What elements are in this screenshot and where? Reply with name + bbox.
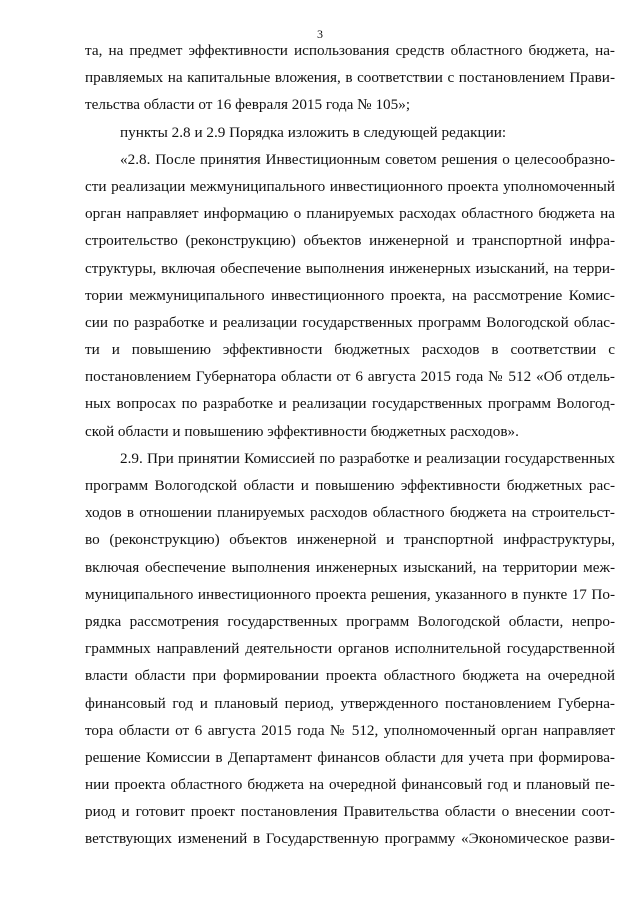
text-line: сии по разработке и реализации государственных программ Вологодской облас-: [85, 313, 615, 331]
text-line: пункты 2.8 и 2.9 Порядка изложить в следующей редакции:: [120, 123, 507, 141]
text-line: программ Вологодской области и повышению эффективности бюджетных рас-: [85, 477, 615, 494]
text-line: финансовый год и плановый период, утвержденного постановлением Губерна-: [85, 694, 615, 712]
text-line: власти области при формировании проекта областного бюджета на очередной: [85, 667, 615, 685]
text-line: строительство (реконструкцию) объектов инженерной и транспортной инфра-: [85, 232, 615, 250]
text-line: ных вопросах по разработке и реализации государственных программ Вологод-: [85, 395, 615, 413]
text-line: муниципального инвестиционного проекта решения, указанного в пункте 17 По-: [85, 585, 615, 603]
text-line: 2.9. При принятии Комиссией по разработке и реализации государственных: [120, 449, 615, 467]
text-line: структуры, включая обеспечение выполнения инженерных изысканий, на терри-: [85, 259, 615, 277]
text-line: во (реконструкцию) объектов инженерной и транспортной инфраструктуры,: [85, 531, 615, 549]
text-line: тора области от 6 августа 2015 года № 512, уполномоченный орган направляет: [85, 721, 615, 739]
text-line: орган направляет информацию о планируемых расходах областного бюджета на: [85, 205, 615, 223]
page-number: 3: [317, 27, 323, 41]
text-line: ходов в отношении планируемых расходов областного бюджета на строительст-: [85, 504, 615, 522]
text-line: рядка рассмотрения государственных программ Вологодской области, непро-: [85, 612, 615, 630]
text-line: риод и готовит проект постановления Правительства области о внесении соот-: [85, 803, 615, 821]
text-line: правляемых на капитальные вложения, в соответствии с постановлением Прави-: [85, 69, 615, 87]
text-line: нии проекта областного бюджета на очередной финансовый год и плановый пе-: [85, 776, 615, 794]
text-line: ской области и повышению эффективности бюджетных расходов».: [85, 422, 519, 440]
text-line: граммных направлений деятельности органов исполнительной государственной: [85, 640, 615, 658]
text-line: решение Комиссии в Департамент финансов области для учета при формирова-: [85, 748, 615, 766]
text-line: ти и повышению эффективности бюджетных расходов в соответствии с: [85, 341, 615, 359]
text-line: «2.8. После принятия Инвестиционным советом решения о целесообразно-: [120, 150, 615, 168]
text-line: сти реализации межмуниципального инвестиционного проекта уполномоченный: [85, 177, 615, 195]
document-body: [85, 37, 615, 853]
text-line: включая обеспечение выполнения инженерных изысканий, на территории меж-: [85, 558, 615, 576]
text-line: тории межмуниципального инвестиционного проекта, на рассмотрение Комис-: [85, 286, 615, 304]
text-line: тельства области от 16 февраля 2015 года № 105»;: [85, 96, 411, 114]
text-line: ветствующих изменений в Государственную программу «Экономическое разви-: [85, 830, 615, 848]
text-line: постановлением Губернатора области от 6 августа 2015 года № 512 «Об отдель-: [85, 368, 615, 386]
text-line: та, на предмет эффективности использования средств областного бюджета, на-: [85, 42, 615, 59]
